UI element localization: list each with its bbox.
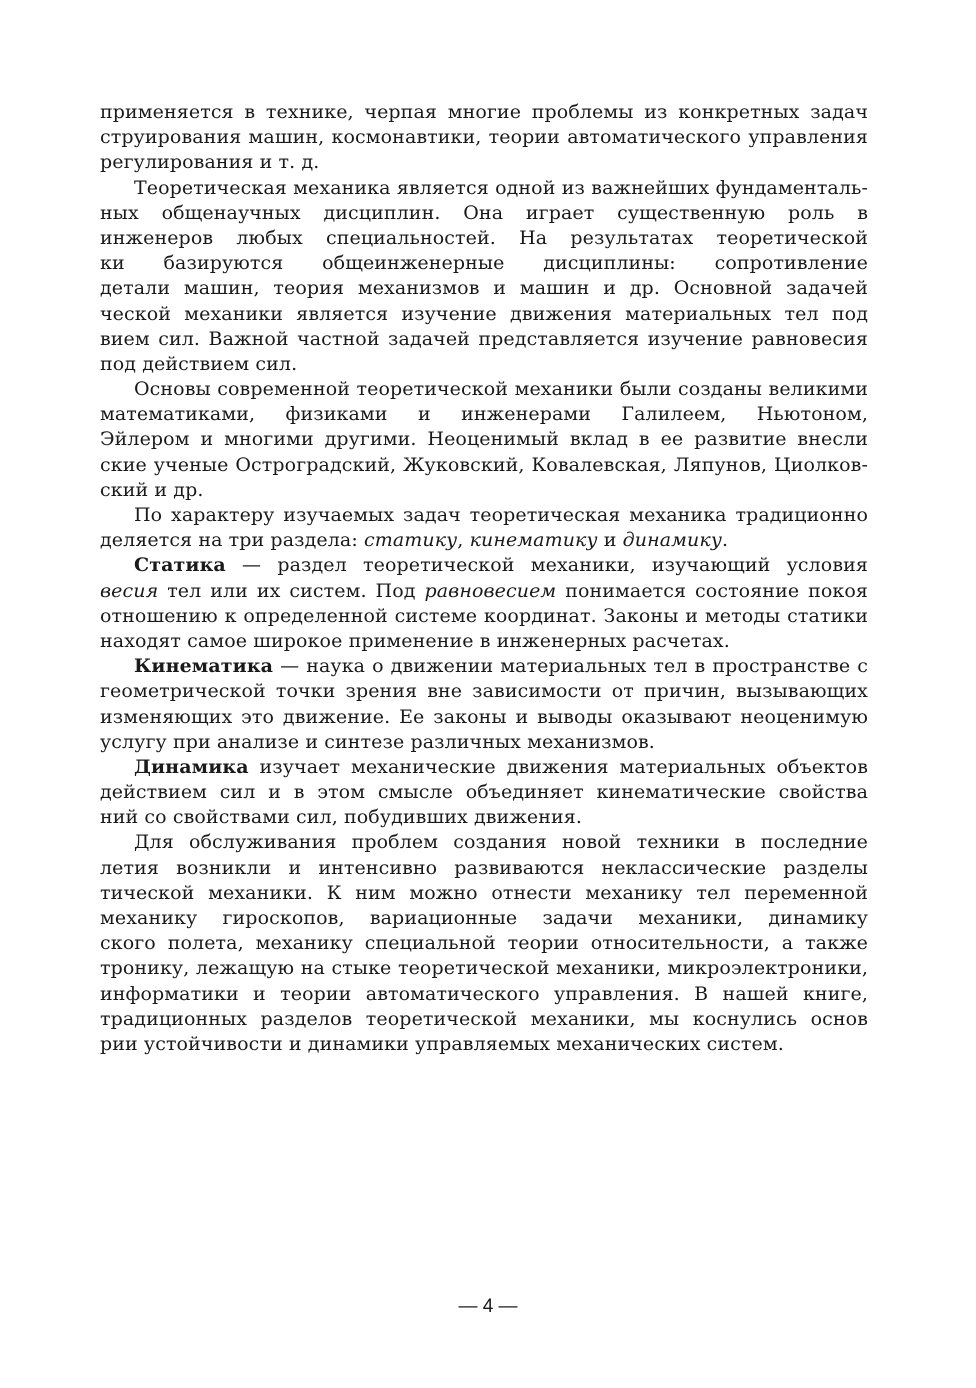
text-line [100,654,868,679]
paragraph [100,377,868,503]
term-kinematics-heading: Кинематика [134,655,274,678]
text-line: вием сил. Важной частной задачей представляется изучение равновесия [100,327,868,350]
term-equilibrium: весия [100,579,159,602]
text-fragment: — наука о движении материальных тел в пространстве с [273,655,868,678]
text-line: действием сил и в этом смысле объединяет кинематические свойства [100,781,868,804]
text-fragment: — раздел теоретической механики, изучающий условия [225,554,868,577]
text-line: Эйлером и многими другими. Неоценимый вклад в ее развитие внесли [100,428,868,451]
page-number: — 4 — [458,1296,518,1317]
page-body [100,100,868,1057]
text-line [100,553,868,578]
text-line: ний со свойствами сил, побудивших движения. [100,806,582,829]
term-dynamics-heading: Динамика [134,755,249,778]
text-line: математиками, физиками и инженерами Галилеем, Ньютоном, [100,403,868,426]
term-dynamics: динамику [622,529,722,552]
paragraph [100,100,868,176]
text-line: летия возникли и интенсивно развиваются неклассические разделы [100,856,868,879]
text-line: информатики и теории автоматического управления. В нашей книге, [100,982,868,1005]
text-line [100,528,868,553]
text-line: тронику, лежащую на стыке теоретической механики, микроэлектроники, [100,957,868,980]
text-fragment: тел или их систем. Под [158,579,425,602]
text-line: регулирования и т. д. [100,151,320,174]
text-line: тической механики. К ним можно отнести механику тел переменной [100,881,868,904]
text-line: ки базируются общеинженерные дисциплины: сопротивление [100,252,868,275]
text-fragment: изучает механические движения материальных объектов [259,755,868,778]
text-line: услугу при анализе и синтезе различных механизмов. [100,730,655,753]
text-line [100,579,868,604]
paragraph [100,654,868,755]
paragraph [100,553,868,654]
term-statics-heading: Статика [134,554,226,577]
text-fragment: и [597,529,623,552]
text-fragment: деляется на три раздела: [100,529,364,552]
paragraph [100,830,868,1057]
text-fragment: , [457,529,470,552]
text-line: ский и др. [100,478,204,501]
text-line: струирования машин, космонавтики, теории автоматического управления [100,126,868,149]
text-line: находят самое широкое применение в инженерных расчетах. [100,629,730,652]
term-equilibrium-noun: равновесием [424,579,557,602]
text-line: ческой механики является изучение движения материальных тел под [100,302,868,325]
text-line: Для обслуживания проблем создания новой техники в последние [134,831,868,854]
text-line: изменяющих это движение. Ее законы и выводы оказывают неоценимую [100,705,868,728]
paragraph [100,176,868,378]
text-fragment: . [721,529,729,552]
text-line: детали машин, теория механизмов и машин и др. Основной задачей [100,277,868,300]
paragraph [100,755,868,831]
text-line: ские ученые Остроградский, Жуковский, Ковалевская, Ляпунов, Циолков- [100,453,868,476]
text-line [100,755,868,780]
text-line: ных общенаучных дисциплин. Она играет существенную роль в [100,201,868,224]
text-fragment: понимается состояние покоя [565,579,868,602]
text-line: По характеру изучаемых задач теоретическая механика традиционно [134,504,868,526]
text-line: отношению к определенной системе координат. Законы и методы статики [100,604,868,627]
text-line: Основы современной теоретической механики были созданы великими [134,378,868,401]
text-line: инженеров любых специальностей. На результатах теоретической [100,226,868,249]
term-statics: статику [363,529,458,552]
term-kinematics: кинематику [469,529,598,552]
text-line: Теоретическая механика является одной из важнейших фундаменталь- [134,176,868,199]
text-line: геометрической точки зрения вне зависимости от причин, вызывающих [100,680,868,703]
text-line: традиционных разделов теоретической механики, мы коснулись основ [100,1007,868,1030]
text-line: рии устойчивости и динамики управляемых механических систем. [100,1032,784,1055]
text-line: механику гироскопов, вариационные задачи механики, динамику [100,907,868,929]
text-line: применяется в технике, черпая многие проблемы из конкретных задач [100,101,868,123]
text-line: ского полета, механику специальной теории относительности, а также [100,932,868,955]
paragraph [100,503,868,553]
text-line: под действием сил. [100,352,298,375]
